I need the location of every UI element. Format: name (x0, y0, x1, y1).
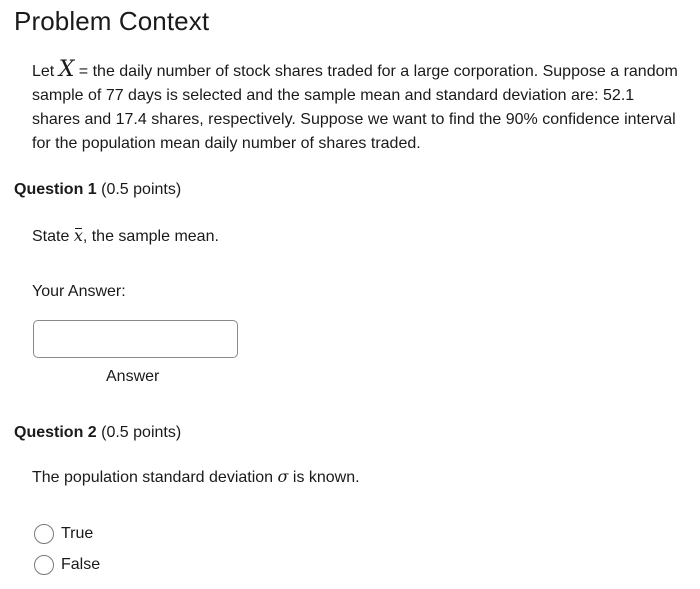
question-1-header (14, 181, 181, 199)
radio-label-false[interactable]: False (61, 556, 101, 573)
x-bar-symbol: x (73, 226, 83, 245)
radio-button-false[interactable] (34, 555, 54, 575)
answer-field-label: Answer (106, 368, 160, 385)
your-answer-label: Your Answer: (32, 283, 126, 300)
question-1-prompt-start: State (32, 228, 74, 245)
radio-button-true[interactable] (34, 524, 54, 544)
question-1-points: (0.5 points) (96, 181, 182, 198)
context-text-start: Let (32, 63, 59, 80)
radio-label-true[interactable]: True (61, 525, 94, 542)
context-text-rest: = the daily number of stock shares traded for a large corporation. Suppose a random sample of 77 days is selected and the sample mean and standard deviation are: 52.1 shares and 17.4 shares, respectively. Suppose we want to find the 90% confidence interval for the population mean daily number of shares traded. (32, 63, 678, 152)
question-2-prompt (32, 467, 360, 487)
page-title: Problem Context (14, 6, 210, 36)
problem-context-text (32, 57, 682, 156)
question-2-prompt-end: is known. (288, 469, 360, 486)
answer-input[interactable] (33, 320, 238, 358)
question-2-header (14, 424, 181, 442)
radio-option-false[interactable] (34, 555, 100, 575)
question-2-title: Question 2 (14, 424, 97, 441)
variable-x: X (58, 57, 75, 82)
sigma-symbol: σ (277, 467, 289, 486)
question-1-prompt-end: , the sample mean. (82, 228, 219, 245)
question-1-title: Question 1 (14, 181, 97, 198)
question-1-prompt (32, 226, 219, 246)
question-2-points: (0.5 points) (96, 424, 182, 441)
radio-option-true[interactable] (34, 524, 93, 544)
question-2-prompt-start: The population standard deviation (32, 469, 278, 486)
